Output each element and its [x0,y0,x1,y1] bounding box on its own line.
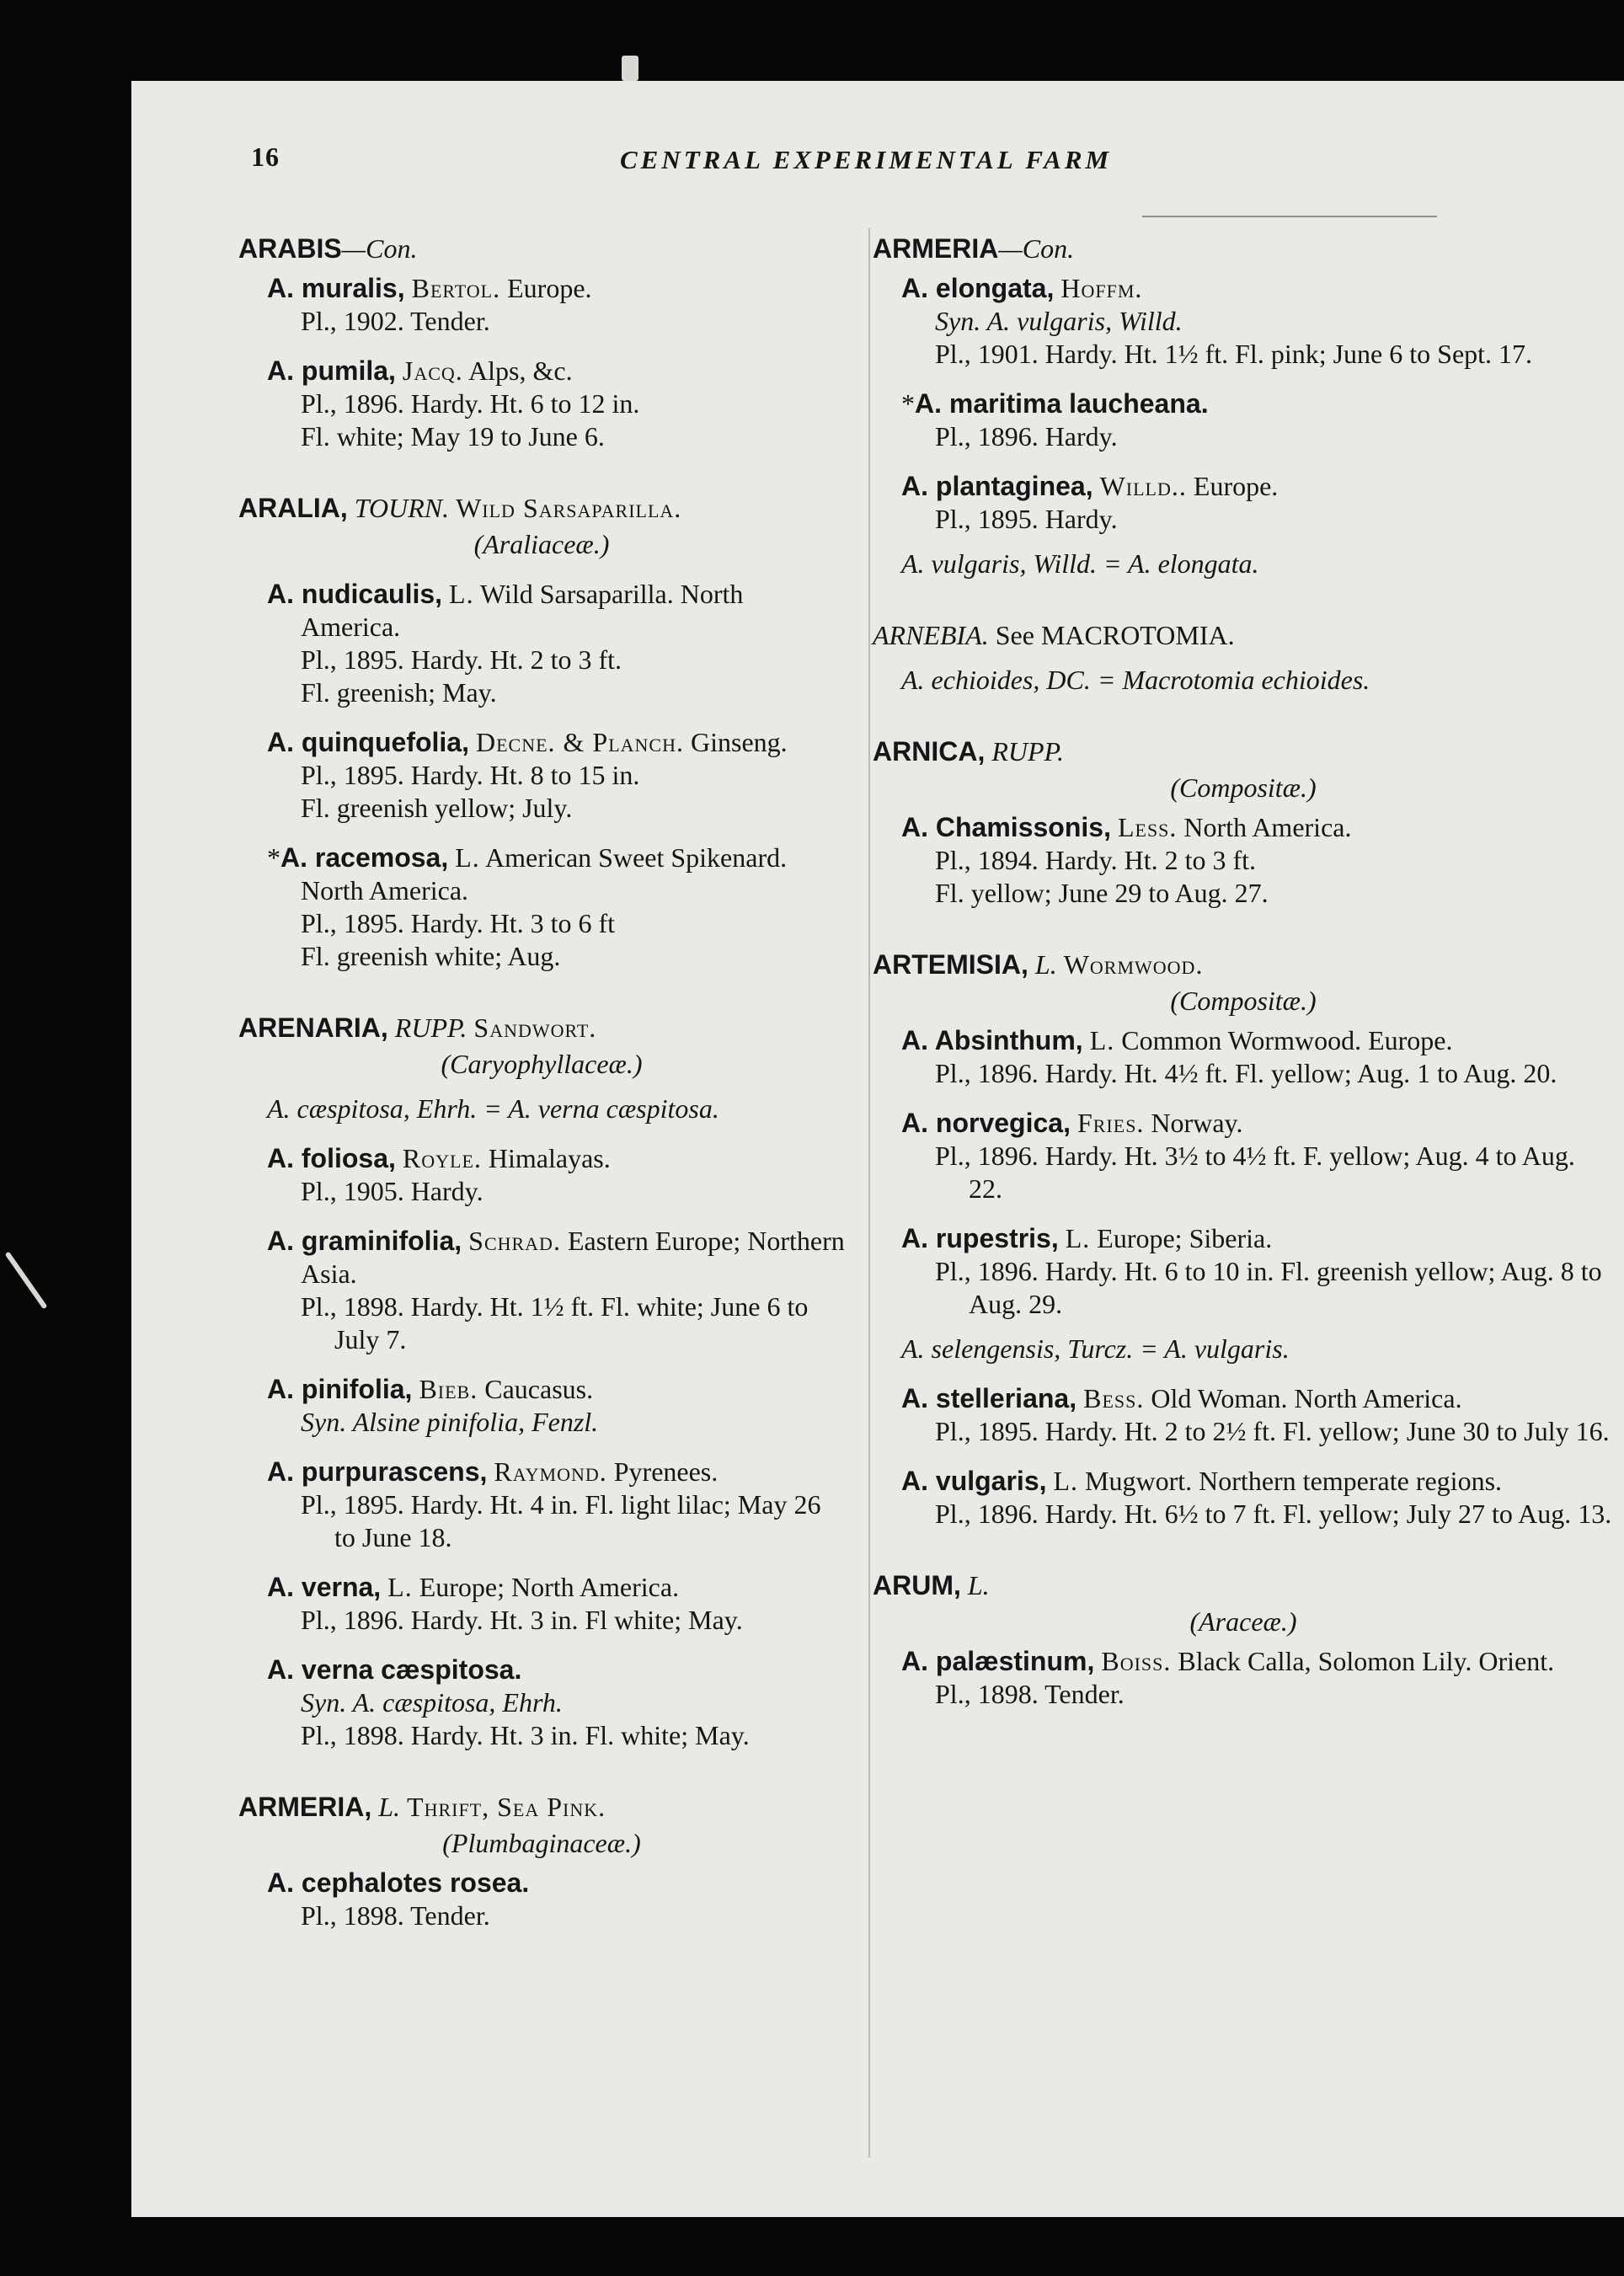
running-head: CENTRAL EXPERIMENTAL FARM [620,145,1113,174]
genus-heading: ARENARIA, RUPP. Sandwort. [238,1012,597,1043]
species-entry: A. verna, L. Europe; North America. Pl., 1896. Hardy. Ht. 3 in. Fl white; May. [267,1572,743,1635]
synonym-line: A. echioides, DC. = Macrotomia echioides. [901,665,1370,695]
genus-heading: ARNICA, RUPP. [873,736,1064,767]
species-entry: A. rupestris, L. Europe; Siberia. Pl., 1896. Hardy. Ht. 6 to 10 in. Fl. greenish yellow; Aug. 8 to Aug. 29. [901,1223,1602,1319]
scan-artifact [5,1252,48,1310]
left-column [238,232,845,1932]
genus-heading: ARALIA, TOURN. Wild Sarsaparilla. [238,493,682,523]
species-entry: *A. maritima laucheana. Pl., 1896. Hardy. [901,388,1209,451]
genus-heading: ARABIS—Con. [238,233,418,264]
species-entry: A. graminifolia, Schrad. Eastern Europe; Northern Asia. Pl., 1898. Hardy. Ht. 1½ ft. Fl. white; June 6 to July 7. [267,1226,845,1354]
species-entry: A. foliosa, Royle. Himalayas. Pl., 1905. Hardy. [267,1143,611,1206]
species-entry: A. norvegica, Fries. Norway. Pl., 1896. Hardy. Ht. 3½ to 4½ ft. F. yellow; Aug. 4 to Aug. 22. [901,1108,1575,1204]
genus-heading: ARMERIA—Con. [873,233,1075,264]
header-rule [1142,216,1437,217]
species-entry: A. stelleriana, Bess. Old Woman. North America. Pl., 1895. Hardy. Ht. 2 to 2½ ft. Fl. yellow; June 30 to July 16. [901,1383,1610,1446]
species-entry: *A. racemosa, L. American Sweet Spikenard. North America. Pl., 1895. Hardy. Ht. 3 to 6 ft Fl. greenish white; Aug. [267,842,788,971]
species-entry: A. vulgaris, L. Mugwort. Northern temperate regions. Pl., 1896. Hardy. Ht. 6½ to 7 ft. Fl. yellow; July 27 to Aug. 13. [901,1466,1612,1529]
species-entry: A. cephalotes rosea. Pl., 1898. Tender. [267,1867,530,1931]
family-label: (Araliaceæ.) [473,529,610,559]
species-entry: A. palæstinum, Boiss. Black Calla, Solomon Lily. Orient. Pl., 1898. Tender. [901,1646,1555,1709]
column-divider [868,228,870,2157]
species-entry: A. pinifolia, Bieb. Caucasus. Syn. Alsine pinifolia, Fenzl. [267,1374,599,1437]
scan-artifact [622,56,638,81]
species-entry: A. elongata, Hoffm. Syn. A. vulgaris, Willd. Pl., 1901. Hardy. Ht. 1½ ft. Fl. pink; June 6 to Sept. 17. [901,273,1533,369]
species-entry: A. plantaginea, Willd.. Europe. Pl., 1895. Hardy. [901,471,1279,534]
family-label: (Araceæ.) [1189,1606,1297,1637]
genus-heading: ARTEMISIA, L. Wormwood. [873,949,1204,980]
species-entry: A. nudicaulis, L. Wild Sarsaparilla. North America. Pl., 1895. Hardy. Ht. 2 to 3 ft. Fl. greenish; May. [267,579,744,708]
species-entry: A. Absinthum, L. Common Wormwood. Europe. Pl., 1896. Hardy. Ht. 4½ ft. Fl. yellow; Aug. 1 to Aug. 20. [901,1025,1557,1088]
family-label: (Compositæ.) [1170,986,1317,1016]
document-page [131,81,1624,2217]
synonym-line: A. selengensis, Turcz. = A. vulgaris. [901,1333,1290,1364]
species-entry: A. Chamissonis, Less. North America. Pl., 1894. Hardy. Ht. 2 to 3 ft. Fl. yellow; June 29 to Aug. 27. [901,812,1352,908]
genus-heading: ARMERIA, L. Thrift, Sea Pink. [238,1792,606,1822]
species-entry: A. pumila, Jacq. Alps, &c. Pl., 1896. Hardy. Ht. 6 to 12 in. Fl. white; May 19 to June 6. [267,355,640,451]
right-column [873,232,1614,1711]
page-number: 16 [251,142,280,172]
genus-heading: ARUM, L. [873,1570,990,1600]
species-entry: A. purpurascens, Raymond. Pyrenees. Pl., 1895. Hardy. Ht. 4 in. Fl. light lilac; May 26 to June 18. [267,1456,821,1552]
family-label: (Plumbaginaceæ.) [442,1828,641,1858]
synonym-line: A. vulgaris, Willd. = A. elongata. [901,548,1259,579]
genus-heading: ARNEBIA. See MACROTOMIA. [873,620,1235,650]
species-entry: A. muralis, Bertol. Europe. Pl., 1902. Tender. [267,273,592,336]
synonym-line: A. cæspitosa, Ehrh. = A. verna cæspitosa. [267,1093,719,1124]
family-label: (Compositæ.) [1170,772,1317,803]
species-entry: A. verna cæspitosa. Syn. A. cæspitosa, Ehrh. Pl., 1898. Hardy. Ht. 3 in. Fl. white; May. [267,1654,750,1750]
family-label: (Caryophyllaceæ.) [441,1049,643,1079]
species-entry: A. quinquefolia, Decne. & Planch. Ginseng. Pl., 1895. Hardy. Ht. 8 to 15 in. Fl. greenish yellow; July. [267,727,788,823]
